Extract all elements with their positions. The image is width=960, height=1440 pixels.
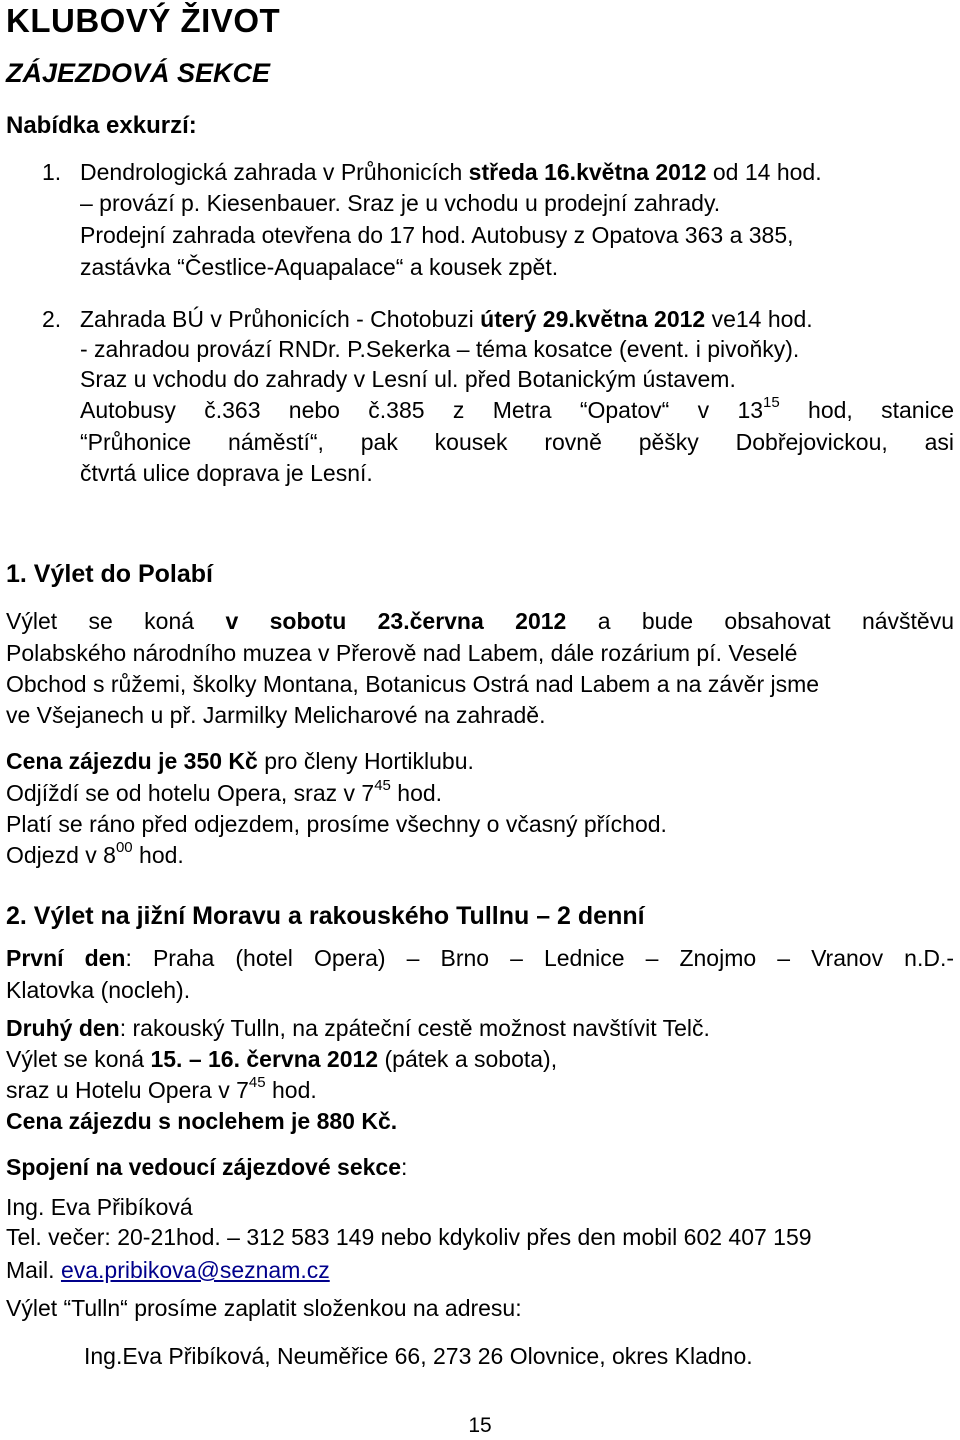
trip-2-meeting [6,1075,317,1105]
contact-name: Ing. Eva Přibíková [6,1194,193,1220]
trip-1-intro: Výlet se koná [6,608,226,634]
trip-1-leave-hod: hod. [132,842,184,868]
item-2-bus-text: Autobusy č.363 nebo č.385 z Metra “Opatov“ v 13 [80,397,764,423]
trip-2-date-text: Výlet se koná [6,1046,151,1072]
trip-1-date: v sobotu 23.června 2012 [225,608,567,634]
trip-2-date-bold: 15. – 16. června 2012 [150,1046,379,1072]
trip-1-line-4: ve Všejanech u př. Jarmilky Melicharové na zahradě. [6,702,546,728]
trip-1-line-1 [6,606,954,636]
offer-heading: Nabídka exkurzí: [6,112,197,139]
contact-heading [6,1152,407,1182]
contact-mail-label: Mail. [6,1257,61,1283]
trip-2-meeting-hod: hod. [265,1077,317,1103]
trip-2-day-2-label: Druhý den [6,1015,120,1041]
item-2-line-2: - zahradou provází RNDr. P.Sekerka – téma kosatce (event. i pivoňky). [80,336,800,362]
item-2-time: ve14 hod. [705,306,813,332]
trip-2-date-days: (pátek a sobota), [378,1046,558,1072]
contact-payment-note: Výlet “Tulln“ prosíme zaplatit složenkou na adresu: [6,1295,522,1321]
trip-1-departure-hod: hod. [390,780,443,806]
item-1-number: 1. [42,159,62,185]
item-1-line-2: – provází p. Kiesenbauer. Sraz je u vchodu u prodejní zahrady. [80,190,721,216]
item-2-date: úterý 29.května 2012 [480,306,706,332]
trip-2-day-1-route: : Praha (hotel Opera) – Brno – Lednice – Znojmo – Vranov n.D.- [125,945,954,971]
item-1-date: středa 16.května 2012 [468,159,707,185]
trip-2-price: Cena zájezdu s noclehem je 880 Kč. [6,1108,398,1134]
trip-1-leave-text: Odjezd v 8 [6,842,116,868]
item-1-line-4: zastávka “Čestlice-Aquapalace“ a kousek zpět. [80,254,559,280]
trip-2-date [6,1044,557,1074]
contact-address: Ing.Eva Přibíková, Neuměřice 66, 273 26 Olovnice, okres Kladno. [84,1343,753,1369]
trip-1-payment: Platí se ráno před odjezdem, prosíme všechny o včasný příchod. [6,811,667,837]
item-2-line-6: čtvrtá ulice doprava je Lesní. [80,460,373,486]
item-1-line-3: Prodejní zahrada otevřena do 17 hod. Autobusy z Opatova 363 a 385, [80,222,794,248]
trip-2-day-1-cont: Klatovka (nocleh). [6,977,191,1003]
email-link[interactable]: eva.pribikova@seznam.cz [60,1257,330,1283]
trip-1-departure-sup: 45 [374,777,391,794]
item-2-line-5: “Průhonice náměstí“, pak kousek rovně pěšky Dobřejovickou, asi [80,429,954,455]
item-1-text: Dendrologická zahrada v Průhonicích [80,159,469,185]
trip-1-price-bold: Cena zájezdu je 350 Kč [6,748,258,774]
trip-2-day-2 [6,1013,710,1043]
contact-mail [6,1255,330,1285]
trip-2-day-1 [6,943,954,973]
item-1-time: od 14 hod. [706,159,822,185]
trip-1-departure-text: Odjíždí se od hotelu Opera, sraz v 7 [6,780,375,806]
item-2-line-1 [80,304,813,334]
trip-1-intro-rest: a bude obsahovat návštěvu [566,608,954,634]
item-2-number: 2. [42,306,62,332]
contact-heading-colon: : [401,1154,408,1180]
trip-1-line-2: Polabského národního muzea v Přerově nad Labem, dále rozárium pí. Veselé [6,640,798,666]
trip-2-meeting-sup: 45 [248,1074,266,1091]
trip-2-day-2-route: : rakouský Tulln, na zpáteční cestě možnost navštívit Telč. [119,1015,710,1041]
trip-1-leave-sup: 00 [115,839,133,856]
trip-1-heading: 1. Výlet do Polabí [6,560,213,588]
section-title: ZÁJEZDOVÁ SEKCE [6,58,271,88]
page-title: KLUBOVÝ ŽIVOT [6,2,281,39]
contact-heading-bold: Spojení na vedoucí zájezdové sekce [6,1154,401,1180]
trip-1-departure [6,778,442,808]
trip-1-leave [6,840,184,870]
item-2-text: Zahrada BÚ v Průhonicích - Chotobuzi [80,306,481,332]
page-number: 15 [468,1414,492,1437]
item-2-stop-text: hod, stanice [779,397,955,423]
trip-2-day-1-label: První den [6,945,126,971]
item-2-line-4 [80,395,954,425]
item-1-line-1 [80,157,822,187]
item-2-line-3: Sraz u vchodu do zahrady v Lesní ul. před Botanickým ústavem. [80,366,736,392]
trip-2-heading: 2. Výlet na jižní Moravu a rakouského Tullnu – 2 denní [6,902,645,930]
trip-1-line-3: Obchod s růžemi, školky Montana, Botanicus Ostrá nad Labem a na závěr jsme [6,671,820,697]
trip-1-price-rest: pro členy Hortiklubu. [257,748,474,774]
item-2-time-sup: 15 [763,394,780,411]
contact-phone: Tel. večer: 20-21hod. – 312 583 149 nebo kdykoliv přes den mobil 602 407 159 [6,1224,812,1250]
trip-1-price [6,746,474,776]
trip-2-meeting-text: sraz u Hotelu Opera v 7 [6,1077,249,1103]
